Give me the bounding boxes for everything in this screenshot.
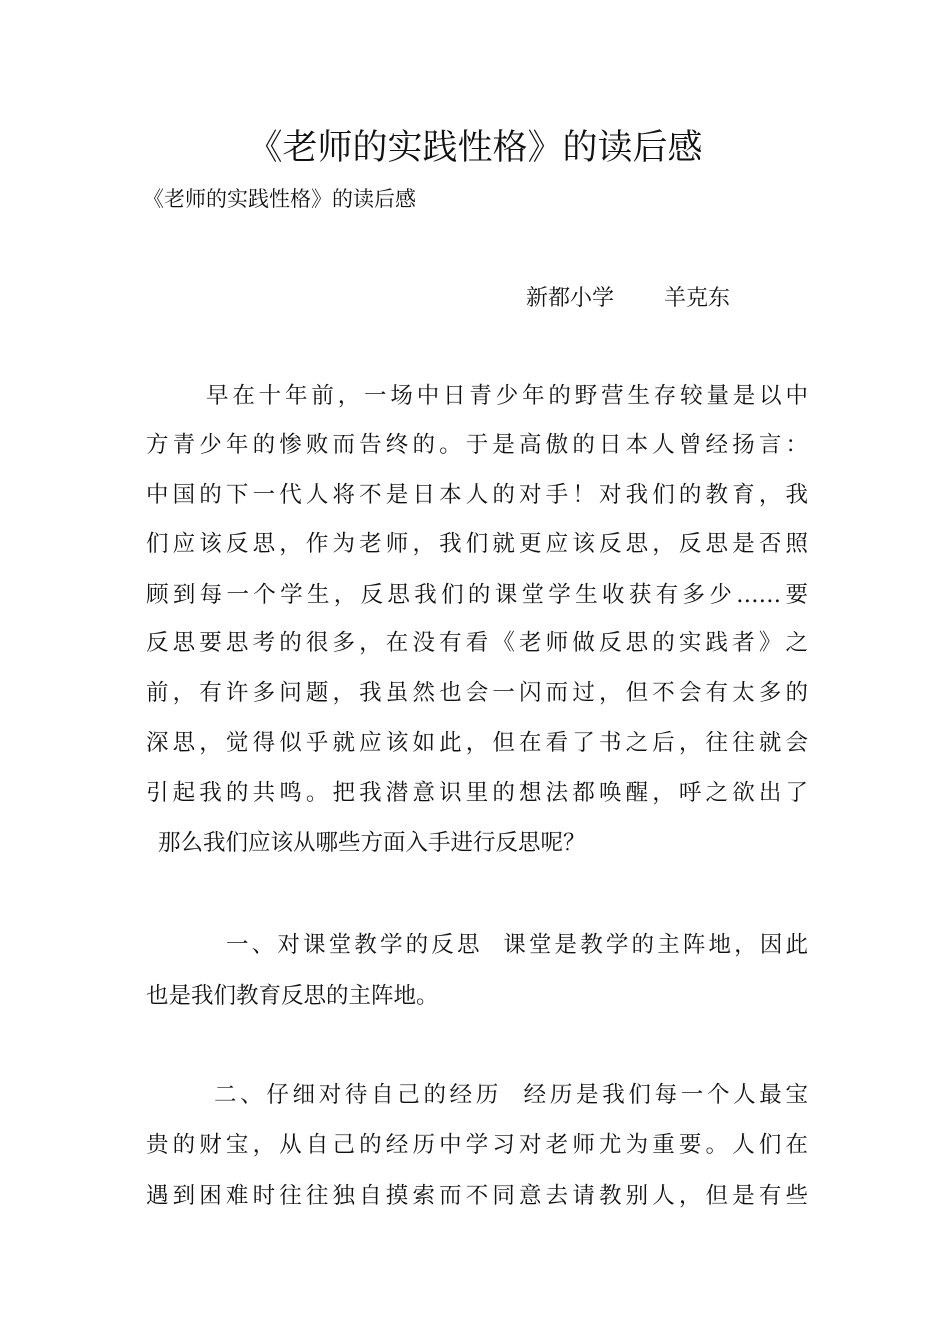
paragraph-line: 遇到困难时往往独自摸索而不同意去请教别人，但是有些 — [146, 1183, 808, 1209]
paragraph-line: 反思要思考的很多，在没有看《老师做反思的实践者》之 — [146, 630, 808, 656]
paragraph-line: 方青少年的惨败而告终的。于是高傲的日本人曾经扬言： — [146, 432, 808, 458]
paragraph-line: 顾到每一个学生，反思我们的课堂学生收获有多少……要 — [146, 582, 808, 608]
paragraph-line: 们应该反思，作为老师，我们就更应该反思，反思是否照 — [146, 531, 808, 557]
section-heading-line: 一、对课堂教学的反思 课堂是教学的主阵地，因此 — [226, 932, 808, 958]
paragraph-line: 贵的财宝，从自己的经历中学习对老师尤为重要。人们在 — [146, 1132, 808, 1158]
author-name: 羊克东 — [664, 286, 731, 311]
paragraph-line: 那么我们应该从哪些方面入手进行反思呢？ — [158, 830, 586, 856]
paragraph-line: 早在十年前，一场中日青少年的野营生存较量是以中 — [206, 383, 808, 409]
paragraph-line: 引起我的共鸣。把我潜意识里的想法都唤醒，呼之欲出了 — [146, 780, 808, 806]
section-heading-line: 二、仔细对待自己的经历 经历是我们每一个人最宝 — [214, 1082, 808, 1108]
document-subtitle: 《老师的实践性格》的读后感 — [143, 187, 416, 211]
paragraph-line: 中国的下一代人将不是日本人的对手！对我们的教育，我 — [146, 482, 808, 508]
paragraph-line: 深思，觉得似乎就应该如此，但在看了书之后，往往就会 — [146, 730, 808, 756]
page-title: 《老师的实践性格》的读后感 — [247, 128, 703, 168]
author-line — [526, 284, 730, 314]
author-school: 新都小学 — [526, 286, 615, 311]
paragraph-line: 也是我们教育反思的主阵地。 — [146, 983, 439, 1009]
paragraph-line: 前，有许多问题，我虽然也会一闪而过，但不会有太多的 — [146, 680, 808, 706]
